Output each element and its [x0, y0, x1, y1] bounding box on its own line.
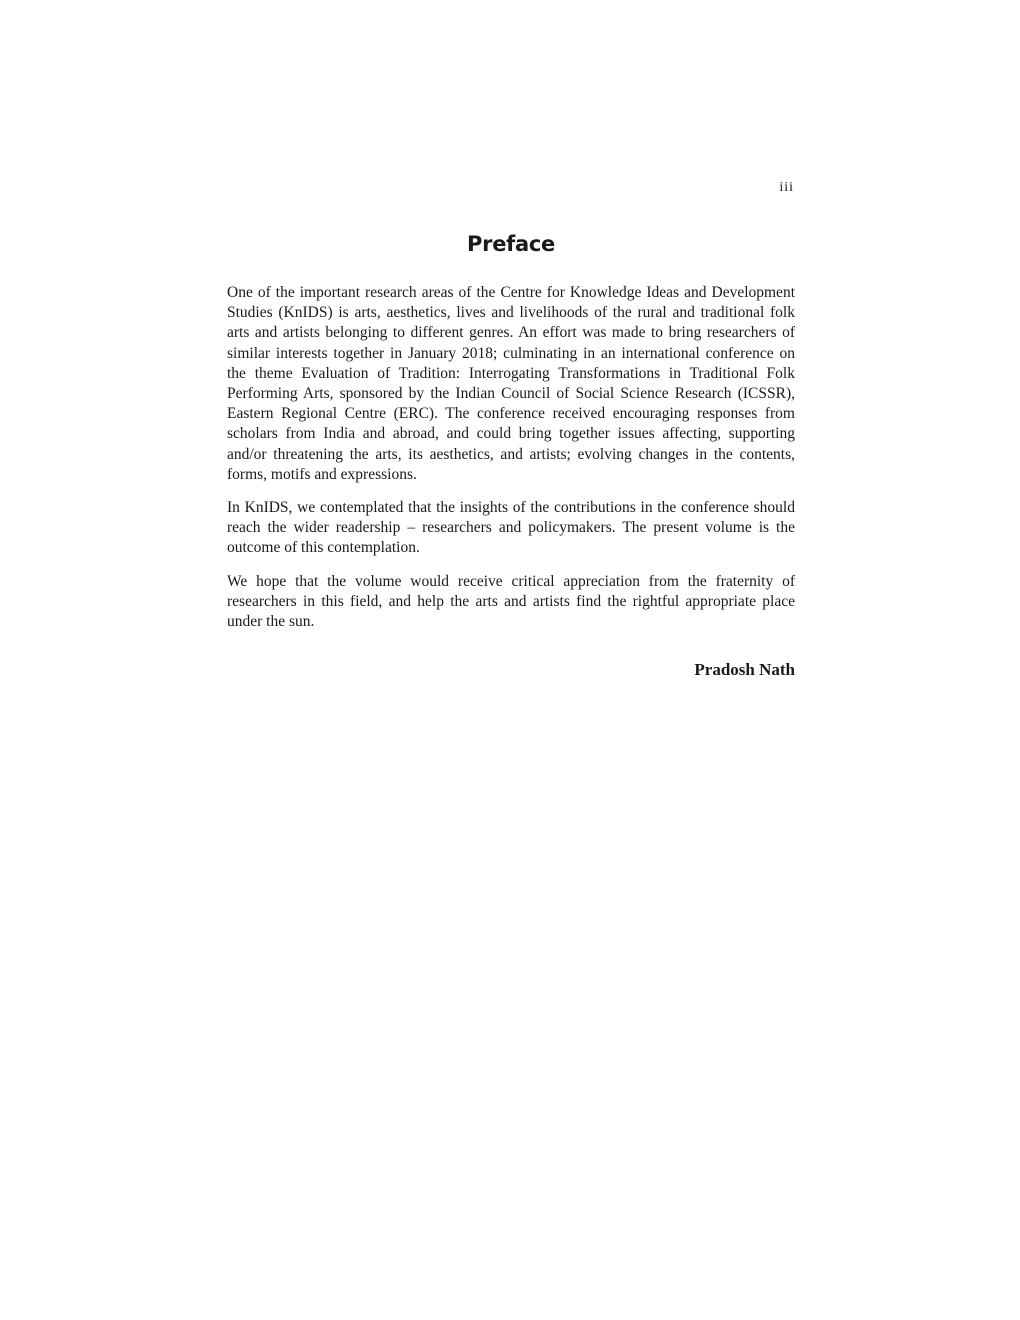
author-signature: Pradosh Nath: [694, 660, 795, 679]
preface-body: [227, 283, 795, 645]
page-title: Preface: [467, 232, 555, 256]
paragraph-1: One of the important research areas of the Centre for Knowledge Ideas and Development Studies (KnIDS) is arts, aesthetics, lives and livelihoods of the rural and traditional folk arts and artists belonging to different genres. An effort was made to bring researchers of similar interests together in January 2018; culminating in an international conference on the theme Evaluation of Tradition: Interrogating Transformations in Traditional Folk Performing Arts, sponsored by the Indian Council of Social Science Research (ICSSR), Eastern Regional Centre (ERC). The conference received encouraging responses from scholars from India and abroad, and could bring together issues affecting, supporting and/or threatening the arts, its aesthetics, and artists; evolving changes in the contents, forms, motifs and expressions.: [227, 284, 795, 483]
page-number: iii: [779, 180, 794, 195]
paragraph-2: In KnIDS, we contemplated that the insights of the contributions in the conference should reach the wider readership – researchers and policymakers. The present volume is the outcome of this contemplation.: [227, 499, 795, 557]
paragraph-3: We hope that the volume would receive critical appreciation from the fraternity of researchers in this field, and help the arts and artists find the rightful appropriate place under the sun.: [227, 572, 795, 631]
